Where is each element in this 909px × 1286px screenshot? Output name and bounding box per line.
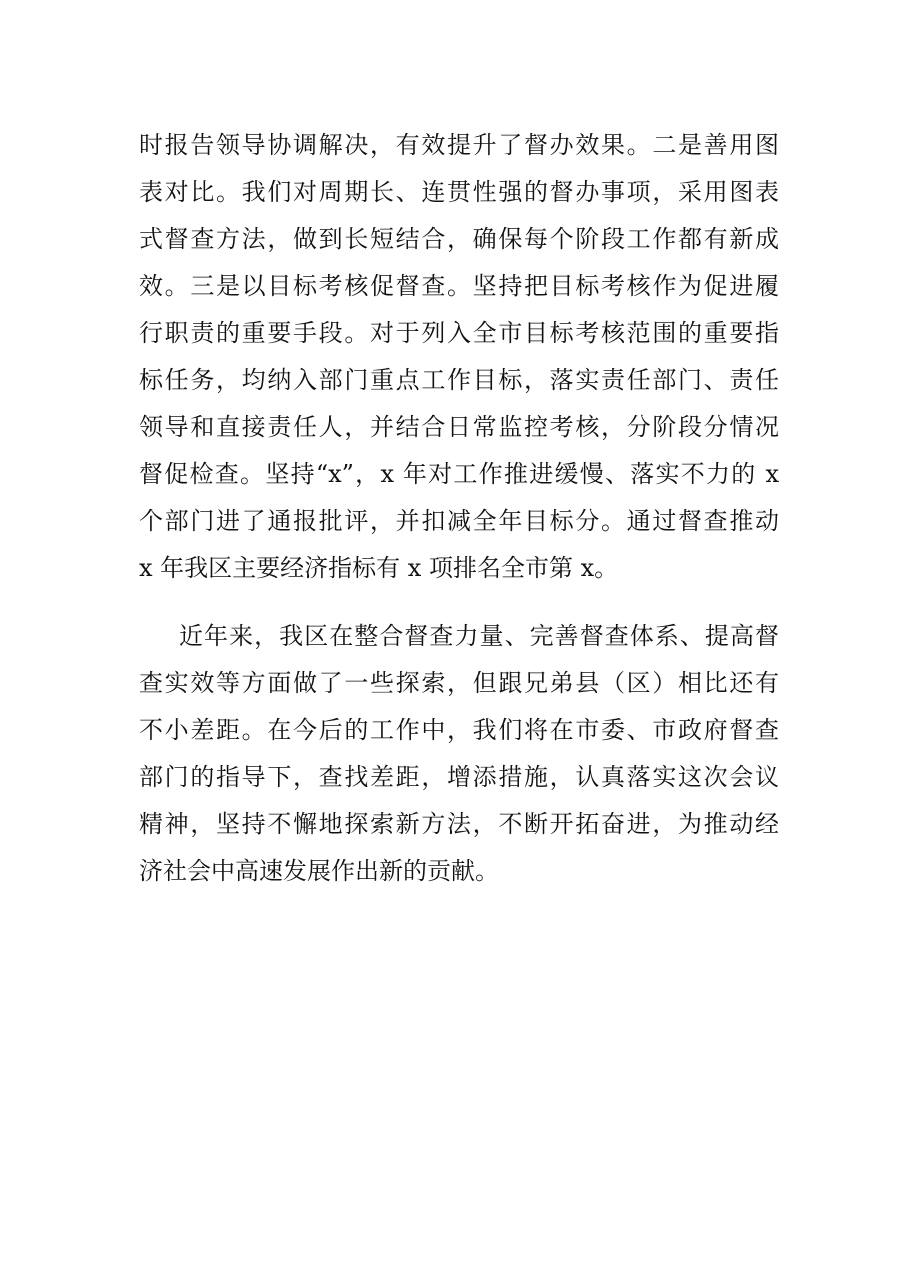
paragraph-2 — [139, 613, 779, 895]
paragraph-1 — [139, 122, 779, 592]
paragraph-1-line-1: 时报告领导协调解决，有效提升了督办效果。二是善用图 — [139, 131, 779, 159]
paragraph-2-line-6: 济社会中高速发展作出新的贡献。 — [139, 857, 499, 885]
paragraph-2-line-2: 查实效等方面做了一些探索，但跟兄弟县（区）相比还有 — [139, 669, 779, 697]
paragraph-2-line-1: 近年来，我区在整合督查力量、完善督查体系、提高督 — [179, 622, 779, 650]
paragraph-2-line-3: 不小差距。在今后的工作中，我们将在市委、市政府督查 — [139, 716, 779, 744]
paragraph-1-line-5: 行职责的重要手段。对于列入全市目标考核范围的重要指 — [139, 319, 779, 347]
paragraph-1-line-9: 个部门进了通报批评，并扣减全年目标分。通过督查推动 — [139, 507, 779, 535]
paragraph-1-line-10: x 年我区主要经济指标有 x 项排名全市第 x。 — [139, 554, 619, 582]
paragraph-1-line-7: 领导和直接责任人，并结合日常监控考核，分阶段分情况 — [139, 413, 779, 441]
paragraph-1-line-3: 式督查方法，做到长短结合，确保每个阶段工作都有新成 — [139, 225, 779, 253]
paragraph-1-line-8: 督促检查。坚持“x”，x 年对工作推进缓慢、落实不力的 x — [139, 460, 779, 488]
paragraph-1-line-2: 表对比。我们对周期长、连贯性强的督办事项，采用图表 — [139, 178, 779, 206]
paragraph-1-line-6: 标任务，均纳入部门重点工作目标，落实责任部门、责任 — [139, 366, 779, 394]
paragraph-2-line-4: 部门的指导下，查找差距，增添措施，认真落实这次会议 — [139, 763, 779, 791]
paragraph-2-line-5: 精神，坚持不懈地探索新方法，不断开拓奋进，为推动经 — [139, 810, 779, 838]
paragraph-1-line-4: 效。三是以目标考核促督查。坚持把目标考核作为促进履 — [139, 272, 779, 300]
